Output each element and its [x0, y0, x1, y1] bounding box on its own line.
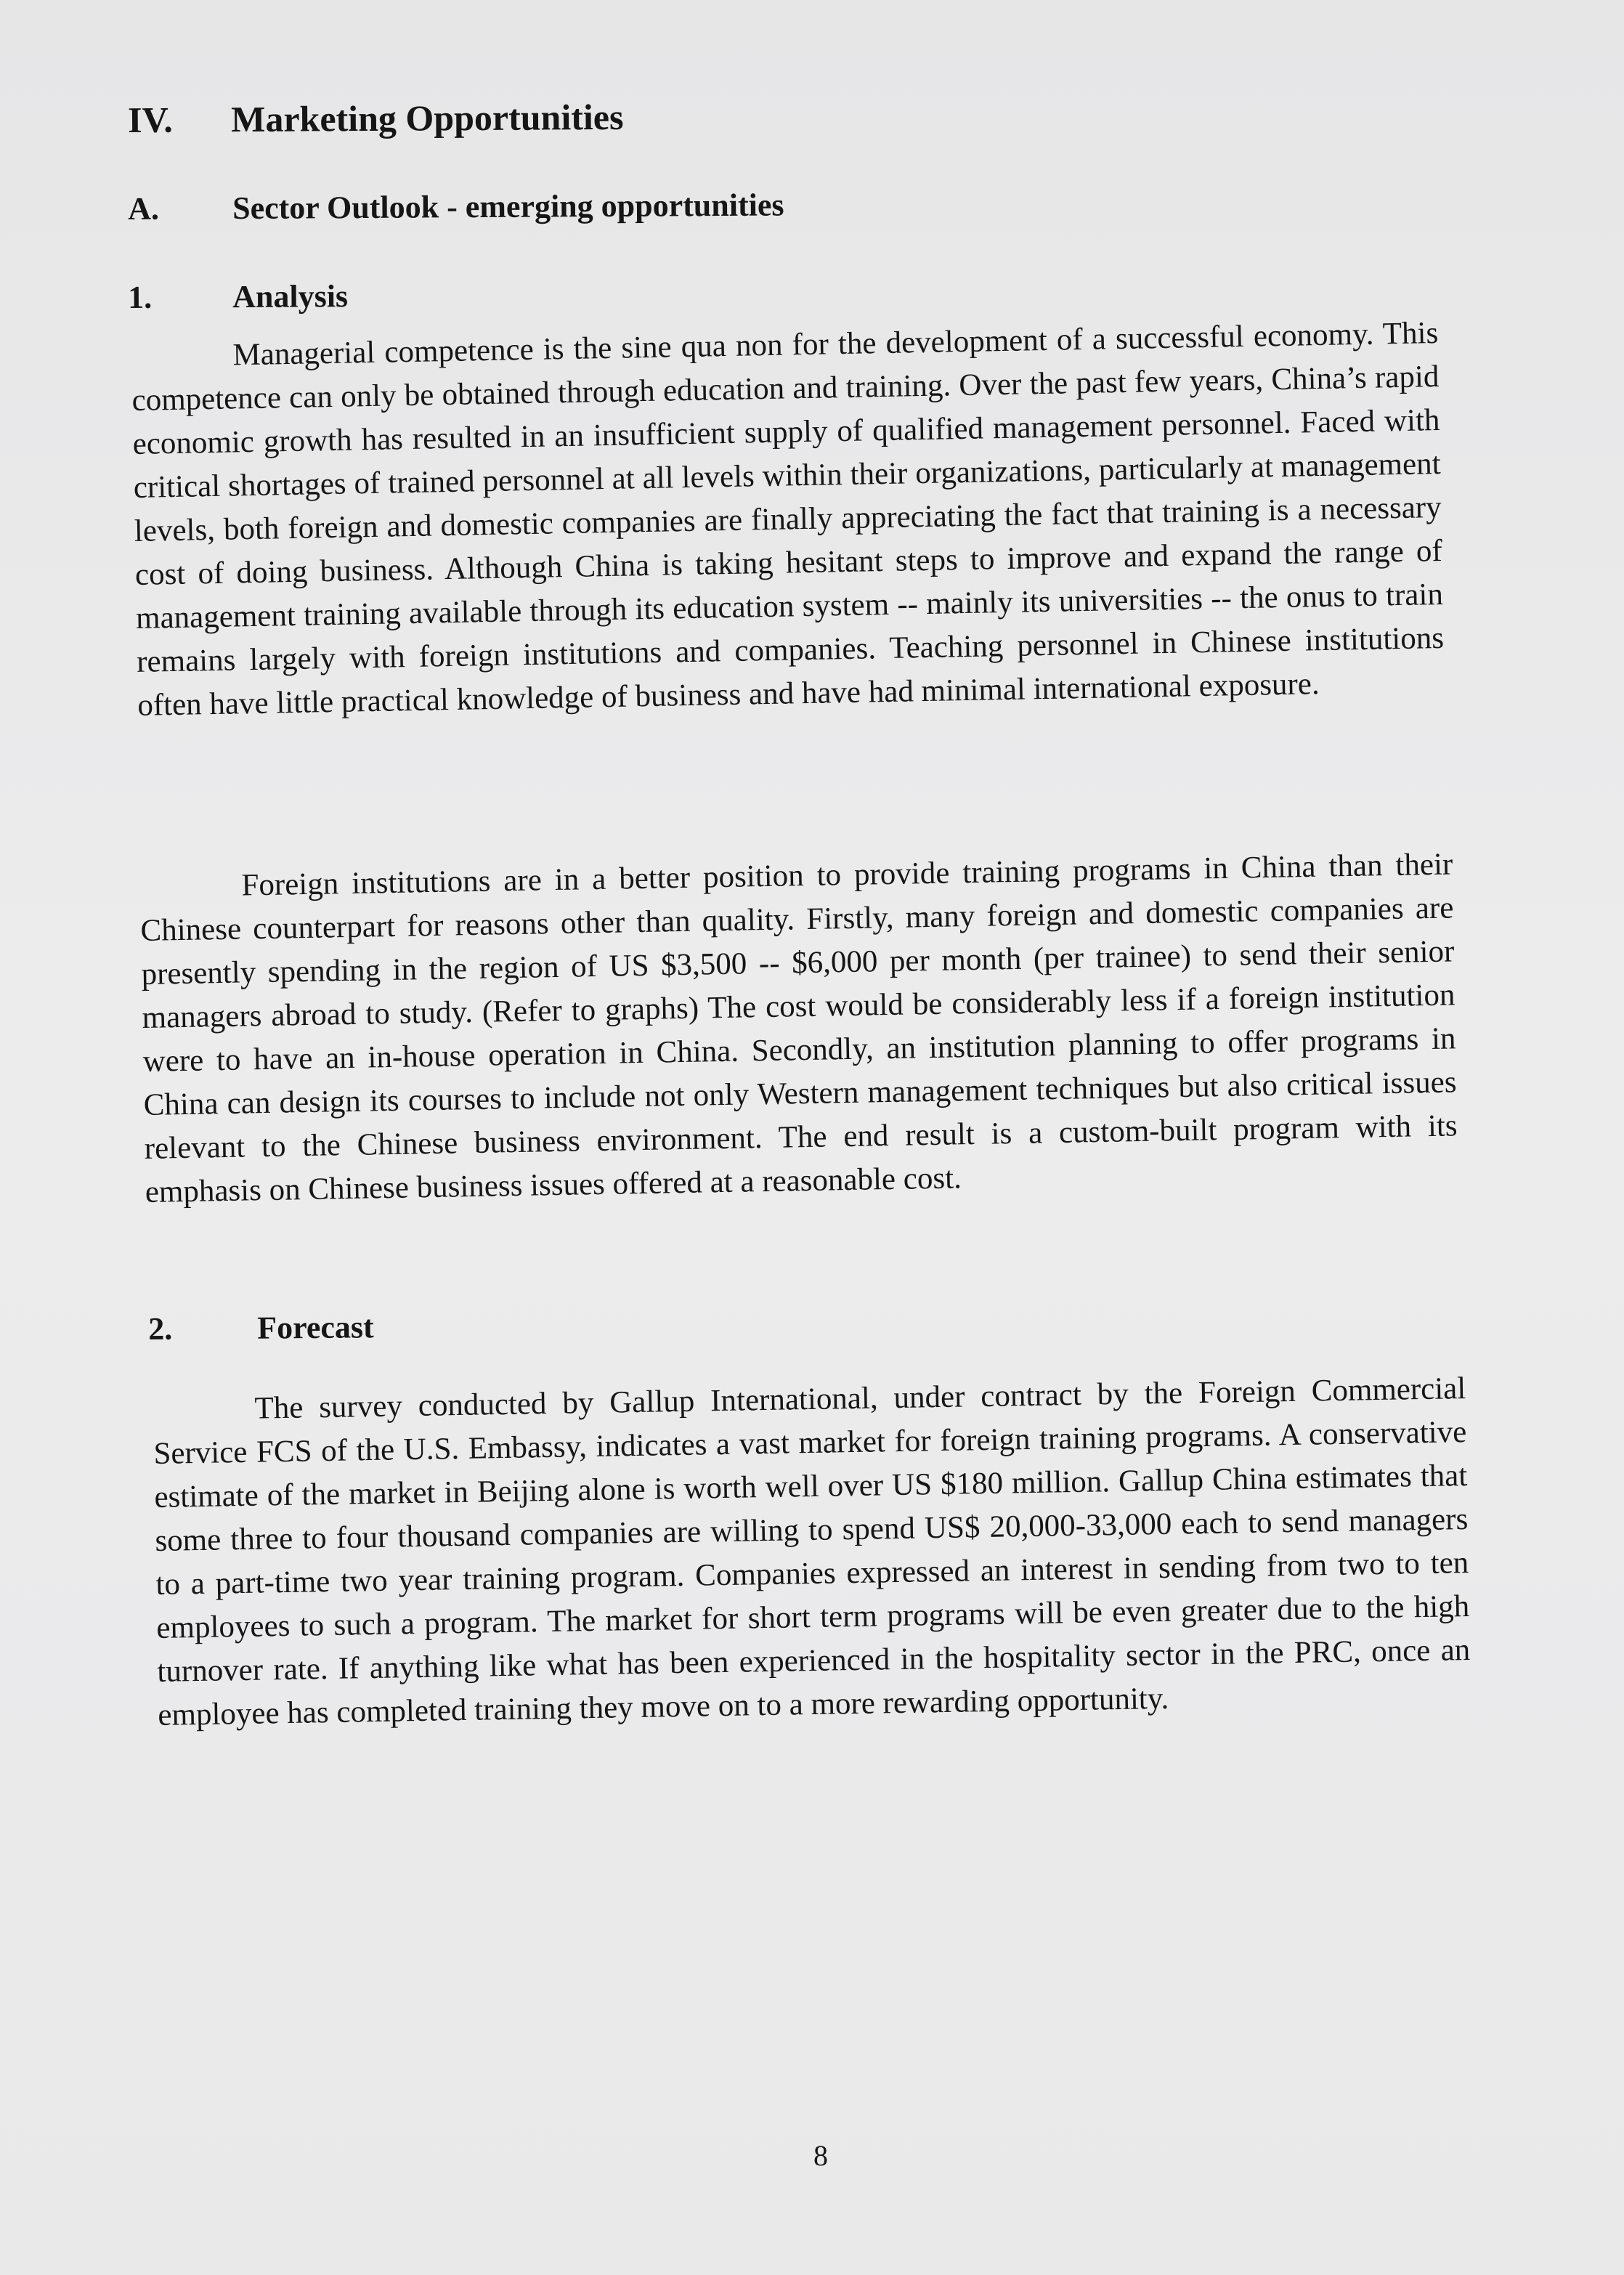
section-number: IV.: [128, 99, 173, 140]
forecast-paragraph: The survey conducted by Gallup International, under contract by the Foreign Commercial Service FCS of the U.S. Embassy, indicates a vast market for foreign training programs. A conservative estimate of the market in Beijing alone is worth well over US $180 million. Gallup China estimates that some three to four thousand companies are willing to spend US$ 20,000-33,000 each to send managers to a part-time two year training program. Companies expressed an interest in sending from two to ten employees to such a program. The market for short term programs will be even greater due to the high turnover rate. If anything like what has been experienced in the hospitality sector in the PRC, once an employee has completed training they move on to a more rewarding opportunity.: [153, 1371, 1471, 1732]
forecast-title: Forecast: [257, 1309, 374, 1346]
subsection-title: Sector Outlook - emerging opportunities: [232, 187, 784, 227]
analysis-number: 1.: [128, 279, 153, 315]
analysis-paragraph: Managerial competence is the sine qua non for the development of a successful economy. This competence can only be obtained through education and training. Over the past few years, China’s rapid economic growth has resulted in an insufficient supply of qualified management personnel. Faced with critical shortages of trained personnel at all levels within their organizations, particularly at management levels, both foreign and domestic companies are finally appreciating the fact that training is a necessary cost of doing business. Although China is taking hesitant steps to improve and expand the range of management training available through its education system -- mainly its universities -- the onus to train remains largely with foreign institutions and companies. Teaching personnel in Chinese institutions often have little practical knowledge of business and have had minimal international exposure.: [131, 316, 1445, 723]
analysis-paragraph: Foreign institutions are in a better position to provide training programs in China than their Chinese counterpart for reasons other than quality. Firstly, many foreign and domestic companies are presently spending in the region of US $3,500 -- $6,000 per month (per trainee) to send their senior managers abroad to study. (Refer to graphs) The cost would be considerably less if a foreign institution were to have an in-house operation in China. Secondly, an institution planning to offer programs in China can design its courses to include not only Western management techniques but also critical issues relevant to the Chinese business environment. The end result is a custom-built program with its emphasis on Chinese business issues offered at a reasonable cost.: [140, 847, 1458, 1209]
subsection-letter: A.: [128, 190, 160, 227]
section-title: Marketing Opportunities: [231, 96, 624, 140]
analysis-title: Analysis: [232, 278, 349, 315]
page-number: 8: [813, 2139, 828, 2172]
forecast-number: 2.: [148, 1310, 173, 1347]
